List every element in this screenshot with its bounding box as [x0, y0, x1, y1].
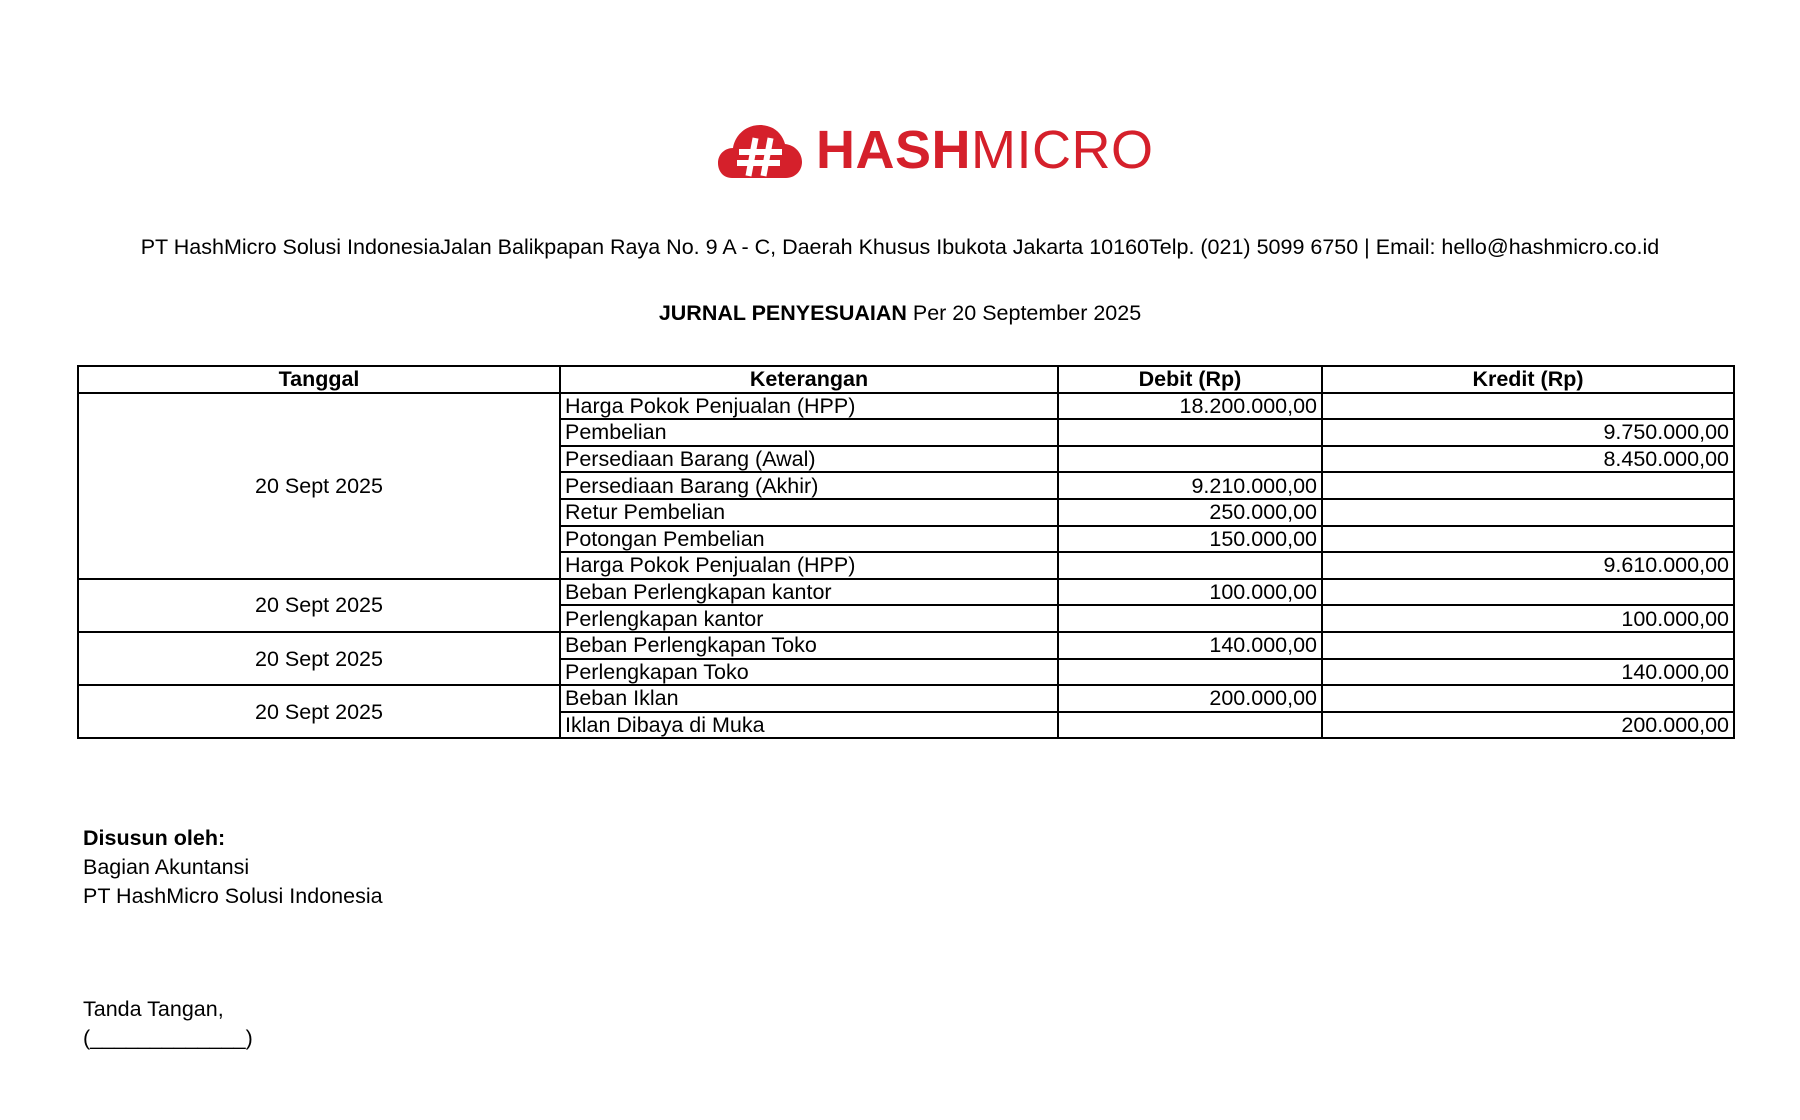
entry-description: Persediaan Barang (Awal) [560, 446, 1058, 473]
signature-line: (_____________) [83, 1026, 253, 1050]
entry-debit: 100.000,00 [1058, 579, 1322, 606]
entry-credit [1322, 579, 1734, 606]
entry-date: 20 Sept 2025 [78, 632, 560, 685]
entry-credit: 9.610.000,00 [1322, 552, 1734, 579]
prepared-by-company: PT HashMicro Solusi Indonesia [83, 884, 383, 908]
journal-table [77, 365, 1735, 739]
entry-date: 20 Sept 2025 [78, 393, 560, 579]
table-row [78, 579, 1734, 606]
entry-date: 20 Sept 2025 [78, 579, 560, 632]
entry-debit: 9.210.000,00 [1058, 472, 1322, 499]
document-title-date: Per 20 September 2025 [906, 301, 1142, 325]
entry-description: Beban Perlengkapan Toko [560, 632, 1058, 659]
entry-credit [1322, 526, 1734, 553]
entry-credit: 9.750.000,00 [1322, 419, 1734, 446]
entry-debit: 18.200.000,00 [1058, 393, 1322, 420]
entry-credit [1322, 685, 1734, 712]
entry-description: Pembelian [560, 419, 1058, 446]
prepared-by-label: Disusun oleh: [83, 826, 226, 850]
entry-debit [1058, 419, 1322, 446]
entry-description: Beban Perlengkapan kantor [560, 579, 1058, 606]
entry-debit: 150.000,00 [1058, 526, 1322, 553]
table-row [78, 393, 1734, 420]
entry-description: Harga Pokok Penjualan (HPP) [560, 393, 1058, 420]
table-row [78, 632, 1734, 659]
table-header-row [78, 366, 1734, 393]
entry-debit [1058, 605, 1322, 632]
document-title [0, 298, 1800, 328]
entry-credit: 200.000,00 [1322, 712, 1734, 739]
signature-block [83, 995, 253, 1053]
brand-name-regular: MICRO [971, 120, 1154, 180]
entry-credit [1322, 472, 1734, 499]
entry-description: Persediaan Barang (Akhir) [560, 472, 1058, 499]
entry-credit [1322, 393, 1734, 420]
entry-debit [1058, 446, 1322, 473]
entry-description: Iklan Dibaya di Muka [560, 712, 1058, 739]
entry-credit [1322, 632, 1734, 659]
entry-description: Retur Pembelian [560, 499, 1058, 526]
entry-description: Potongan Pembelian [560, 526, 1058, 553]
entry-debit [1058, 659, 1322, 686]
company-address-line: PT HashMicro Solusi IndonesiaJalan Balikpapan Raya No. 9 A - C, Daerah Khusus Ibukota Jakarta 10160Telp. (021) 5099 6750 | Email: hello@hashmicro.co.id [140, 235, 1660, 259]
entry-debit: 200.000,00 [1058, 685, 1322, 712]
entry-debit [1058, 712, 1322, 739]
entry-credit: 140.000,00 [1322, 659, 1734, 686]
header-kredit: Kredit (Rp) [1322, 366, 1734, 393]
entry-description: Perlengkapan Toko [560, 659, 1058, 686]
table-row [78, 685, 1734, 712]
entry-description: Perlengkapan kantor [560, 605, 1058, 632]
signature-label: Tanda Tangan, [83, 997, 224, 1021]
cloud-hash-icon [718, 121, 802, 179]
prepared-by-department: Bagian Akuntansi [83, 855, 250, 879]
prepared-by-block [83, 824, 383, 911]
brand-name [816, 116, 1154, 184]
entry-debit: 250.000,00 [1058, 499, 1322, 526]
header-tanggal: Tanggal [78, 366, 560, 393]
entry-date: 20 Sept 2025 [78, 685, 560, 738]
brand-name-bold: HASH [816, 120, 972, 180]
header-keterangan: Keterangan [560, 366, 1058, 393]
entry-credit: 100.000,00 [1322, 605, 1734, 632]
header-debit: Debit (Rp) [1058, 366, 1322, 393]
entry-description: Beban Iklan [560, 685, 1058, 712]
entry-credit: 8.450.000,00 [1322, 446, 1734, 473]
entry-debit [1058, 552, 1322, 579]
entry-credit [1322, 499, 1734, 526]
company-logo [718, 116, 1154, 184]
entry-debit: 140.000,00 [1058, 632, 1322, 659]
document-title-bold: JURNAL PENYESUAIAN [658, 301, 907, 325]
entry-description: Harga Pokok Penjualan (HPP) [560, 552, 1058, 579]
